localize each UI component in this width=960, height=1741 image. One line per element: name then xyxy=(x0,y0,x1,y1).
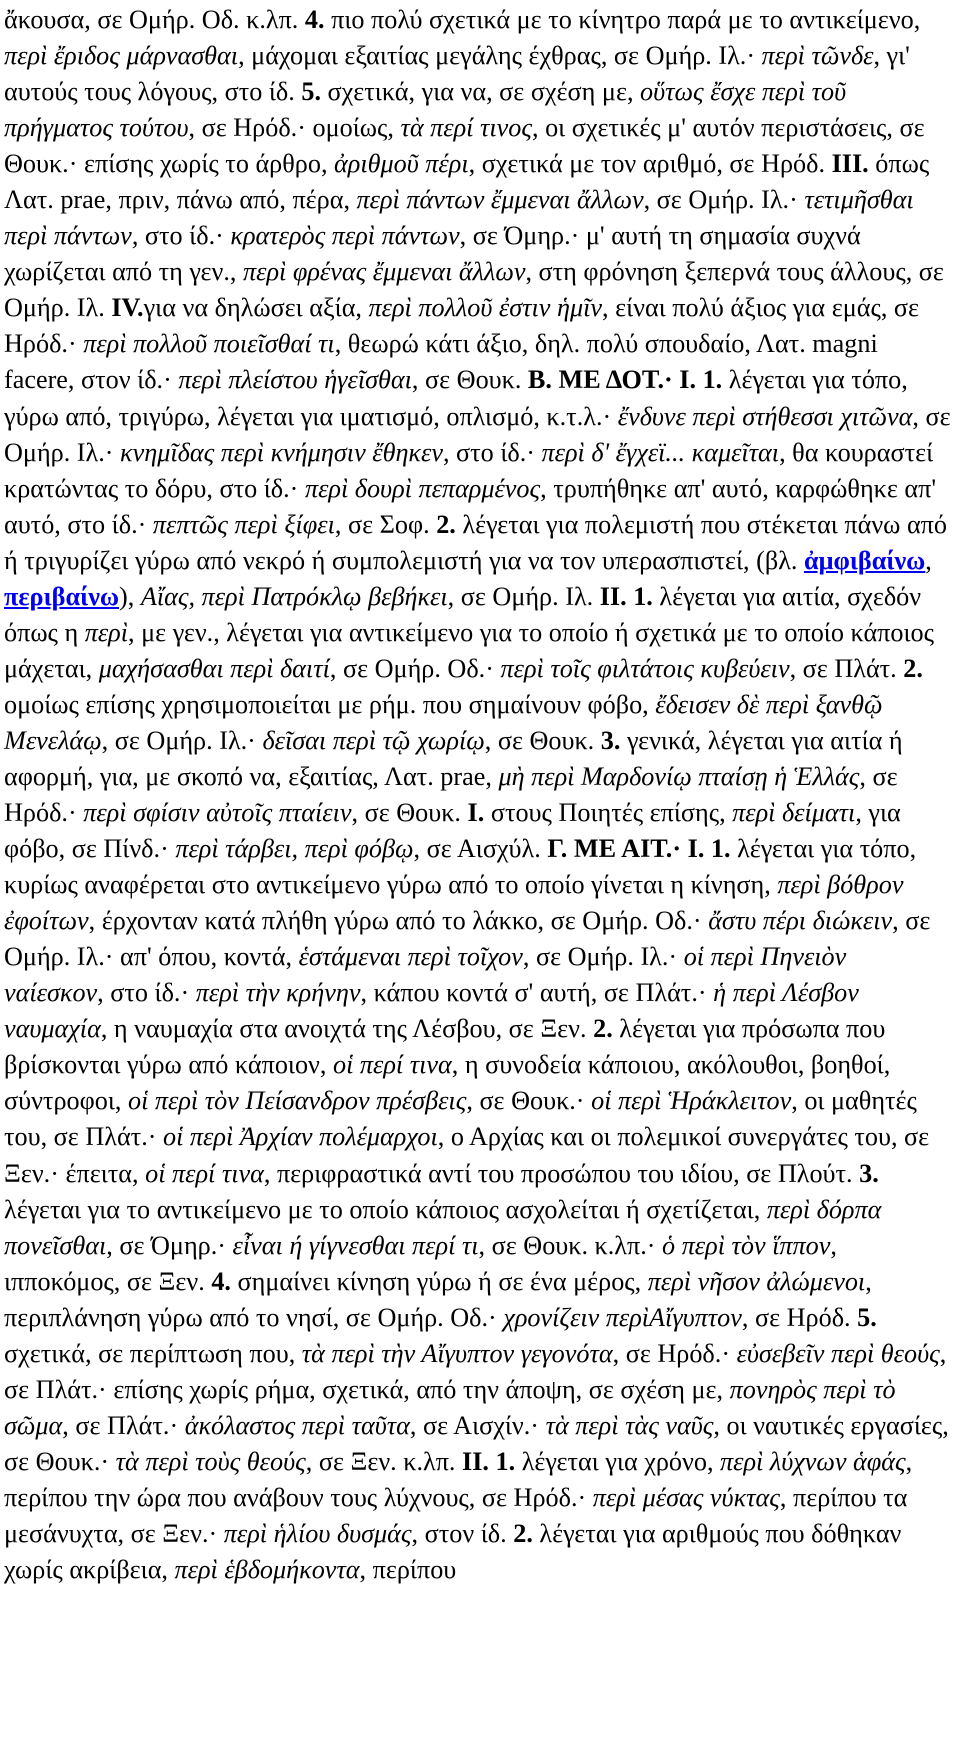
greek-citation: οἱ περί τινα xyxy=(333,1050,452,1080)
definition-text: λέγεται για πολεμιστή που στέκεται πάνω από ή τριγυρίζει γύρω από νεκρό ή συμπολεμιστή για να τον υπερασπιστεί, (βλ. xyxy=(4,509,947,575)
greek-citation: μαχήσασθαι περὶ δαιτί xyxy=(98,653,330,683)
greek-citation: οἱ περὶ Ἡράκλειτον xyxy=(591,1086,792,1116)
greek-citation: ἡ περὶ Λέσβον ναυμαχία xyxy=(4,978,859,1044)
greek-citation: τὰ περὶ τοὺς θεούς xyxy=(115,1446,306,1476)
sense-number: I. xyxy=(467,798,485,828)
definition-text: , θεωρώ κάτι άξιο, δηλ. πολύ σπουδαίο, Λατ. magni facere, στον ίδ.· xyxy=(4,329,878,395)
definition-text: , με γεν., λέγεται για αντικείμενο για το οποίο ή σχετικά με το οποίο κάποιος μάχεται, xyxy=(4,617,934,683)
definition-text: στους Ποιητές επίσης, xyxy=(484,798,733,828)
definition-text: , σε Σοφ. xyxy=(334,509,437,539)
definition-text: , ο Αρχίας και οι πολεμικοί συνεργάτες του, σε Ξεν.· έπειτα, xyxy=(4,1122,930,1188)
definition-text: , στο ίδ.· xyxy=(442,437,542,467)
definition-text: ἄκουσα, σε Ομήρ. Οδ. κ.λπ. xyxy=(4,5,305,34)
greek-citation: τὰ περί τινος xyxy=(400,113,532,143)
definition-text: , θα κουραστεί κρατώντας το δόρυ, στο ίδ.· xyxy=(4,437,934,503)
greek-citation: πεπτῶς περὶ ξίφει xyxy=(152,509,335,539)
greek-citation: δεῖσαι περὶ τῷ χωρίῳ xyxy=(262,725,485,755)
definition-text: , σε Όμηρ.· xyxy=(106,1230,233,1260)
greek-citation: περὶ ἡλίου δυσμάς xyxy=(223,1518,412,1548)
definition-text: , στη φρόνηση ξεπερνά τους άλλους, σε Ομήρ. Ιλ. xyxy=(4,257,944,323)
greek-citation: περὶ δ' ἔγχεϊ... καμεῖται xyxy=(541,437,780,467)
definition-text: , σε Ομήρ. Ιλ.· xyxy=(101,725,263,755)
definition-text: λέγεται για τόπο, κυρίως αναφέρεται στο αντικείμενο γύρω από το οποίο γίνεται η κίνηση, xyxy=(4,834,917,900)
greek-citation: οἱ περὶ Ἀρχίαν πολέμαρχοι xyxy=(163,1122,438,1152)
cross-reference-link[interactable]: ἀμφιβαίνω xyxy=(804,545,926,575)
definition-text: , σε Πλάτ.· xyxy=(62,1410,185,1440)
greek-citation: περὶ σφίσιν αὐτοῖς πταίειν xyxy=(83,798,352,828)
definition-text: , σε Θουκ.· xyxy=(466,1086,592,1116)
definition-text: ομοίως επίσης χρησιμοποιείται με ρήμ. που σημαίνουν φόβο, xyxy=(4,689,656,719)
sense-number: 3. xyxy=(859,1158,879,1188)
definition-text: , σε Ηρόδ. xyxy=(741,1302,858,1332)
definition-text: , οι μαθητές του, σε Πλάτ.· xyxy=(4,1086,917,1152)
sense-number: II. 1. xyxy=(599,581,653,611)
greek-citation: περὶ λύχνων ἁφάς xyxy=(720,1446,906,1476)
greek-citation: περὶ xyxy=(84,617,129,647)
greek-citation: χρονίζειν περὶΑἴγυπτον xyxy=(503,1302,742,1332)
definition-text: , σε Ηρόδ.· xyxy=(612,1338,737,1368)
greek-citation: πονηρὸς περὶ τὸ σῶμα xyxy=(4,1374,896,1440)
sense-number: IV. xyxy=(111,293,144,323)
definition-text: , σε Αισχύλ. xyxy=(413,834,548,864)
definition-text: σχετικά, σε περίπτωση που, xyxy=(4,1338,302,1368)
definition-text: , για φόβο, σε Πίνδ.· xyxy=(4,798,901,864)
definition-text: λέγεται για αριθμούς που δόθηκαν χωρίς ακρίβεια, xyxy=(4,1518,902,1585)
definition-text: , σε Θουκ. xyxy=(351,798,468,828)
definition-text: , σε Θουκ. xyxy=(411,365,528,395)
greek-citation: οὕτως ἔσχε περὶ τοῦ πρήγματος τούτου xyxy=(4,77,847,143)
definition-text: , περίπου την ώρα που ανάβουν τους λύχνους, σε Ηρόδ.· xyxy=(4,1446,913,1512)
definition-text: , γι' αυτούς τους λόγους, στο ίδ. xyxy=(4,41,910,107)
definition-text: λέγεται για τόπο, γύρω από, τριγύρω, λέγεται για ιματισμό, οπλισμό, κ.τ.λ.· xyxy=(4,365,908,431)
definition-text: , μάχομαι εξαιτίας μεγάλης έχθρας, σε Ομήρ. Ιλ.· xyxy=(238,41,762,71)
definition-text: σχετικά, για να, σε σχέση με, xyxy=(320,77,641,107)
greek-citation: περὶ τάρβει, περὶ φόβῳ xyxy=(175,834,414,864)
definition-text: , σε Ομήρ. Ιλ.· απ' όπου, κοντά, xyxy=(4,906,931,972)
sense-number: 4. xyxy=(211,1266,231,1296)
greek-citation: περὶ νῆσον ἀλώμενοι xyxy=(647,1266,866,1296)
definition-text: , η ναυμαχία στα ανοιχτά της Λέσβου, σε Ξεν. xyxy=(100,1014,594,1044)
greek-citation: περὶ μέσας νύκτας xyxy=(592,1482,780,1512)
greek-citation: περὶ ἔριδος μάρνασθαι xyxy=(4,41,239,71)
definition-text: όπως Λατ. prae, πριν, πάνω από, πέρα, xyxy=(4,149,930,215)
definition-text: , σε Αισχίν.· xyxy=(409,1410,546,1440)
definition-text: λέγεται για αιτία, σχεδόν όπως η xyxy=(4,581,922,647)
definition-text: , σε Όμηρ.· μ' αυτή τη σημασία συχνά χωρίζεται από τη γεν., xyxy=(4,221,861,287)
greek-citation: οἱ περὶ Πηνειὸν ναίεσκον xyxy=(4,942,847,1008)
definition-text: , οι σχετικές μ' αυτόν περιστάσεις, σε Θουκ.· επίσης χωρίς το άρθρο, xyxy=(4,113,925,179)
greek-citation: ἀριθμοῦ πέρι xyxy=(334,149,469,179)
greek-citation: περὶ δουρὶ πεπαρμένος xyxy=(304,473,541,503)
definition-text: , στον ίδ. xyxy=(411,1518,514,1548)
greek-citation: τετιμῆσθαι περὶ πάντων xyxy=(4,185,914,251)
definition-text: , η συνοδεία κάποιου, ακόλουθοι, βοηθοί, σύντροφοι, xyxy=(4,1050,891,1116)
definition-text: , σχετικά με τον αριθμό, σε Ηρόδ. xyxy=(468,149,832,179)
sense-number: Γ. ΜΕ ΑΙΤ.· I. 1. xyxy=(547,834,731,864)
greek-citation: περὶ τὴν κρήνην xyxy=(195,978,361,1008)
definition-text: ), xyxy=(119,581,141,611)
sense-number: 2. xyxy=(513,1518,533,1548)
greek-citation: περὶ πολλοῦ ἐστιν ἡμῖν xyxy=(368,293,603,323)
greek-citation: κνημῖδας περὶ κνήμησιν ἔθηκεν xyxy=(120,437,443,467)
greek-citation: περὶ δείματι xyxy=(732,798,856,828)
greek-citation: ἔνδυνε περὶ στήθεσσι χιτῶνα xyxy=(617,401,913,431)
greek-citation: περὶ τῶνδε xyxy=(761,41,874,71)
greek-citation: Αἴας, περὶ Πατρόκλῳ βεβήκει xyxy=(140,581,448,611)
greek-citation: περὶ δόρπα πονεῖσθαι xyxy=(4,1194,882,1260)
sense-number: 2. xyxy=(436,509,456,539)
definition-text: , στο ίδ.· xyxy=(97,978,196,1008)
definition-text: , έρχονταν κατά πλήθη γύρω από το λάκκο, σε Ομήρ. Οδ.· xyxy=(88,906,709,936)
greek-citation: περὶ πολλοῦ ποιεῖσθαί τι xyxy=(83,329,335,359)
definition-text: , σε Θουκ. κ.λπ.· xyxy=(478,1230,663,1260)
definition-text: για να δηλώσει αξία, xyxy=(143,293,369,323)
definition-text: , σε Πλάτ.· επίσης χωρίς ρήμα, σχετικά, από την άποψη, σε σχέση με, xyxy=(4,1338,947,1404)
greek-citation: εἶναι ή γίγνεσθαι περί τι xyxy=(232,1230,479,1260)
definition-text: σημαίνει κίνηση γύρω ή σε ένα μέρος, xyxy=(230,1266,648,1296)
definition-text: , στο ίδ.· xyxy=(131,221,231,251)
sense-number: 2. xyxy=(593,1014,613,1044)
entry-paragraph xyxy=(4,2,952,1588)
definition-text: , περιπλάνηση γύρω από το νησί, σε Ομήρ. Οδ.· xyxy=(4,1266,872,1332)
definition-text: λέγεται για το αντικείμενο με το οποίο κάποιος ασχολείται ή σχετίζεται, xyxy=(4,1194,767,1224)
greek-citation: κρατερὸς περὶ πάντων xyxy=(230,221,460,251)
greek-citation: ἑστάμεναι περὶ τοῖχον xyxy=(298,942,523,972)
greek-citation: ἄστυ πέρι διώκειν xyxy=(708,906,893,936)
greek-citation: ὁ περὶ τὸν ἵππον xyxy=(662,1230,831,1260)
greek-citation: περὶ πάντων ἔμμεναι ἄλλων xyxy=(356,185,644,215)
greek-citation: περὶ φρένας ἔμμεναι ἄλλων xyxy=(243,257,526,287)
greek-citation: ἔδεισεν δὲ περὶ ξανθῷ Μενελάῳ xyxy=(4,689,883,755)
definition-text: , σε Ομήρ. Οδ.· xyxy=(329,653,501,683)
definition-text: , σε Ομήρ. Ιλ. xyxy=(447,581,600,611)
definition-text: γενικά, λέγεται για αιτία ή αφορμή, για, με σκοπό να, εξαιτίας, Λατ. prae, xyxy=(4,725,903,791)
greek-citation: περὶ πλείστου ἡγεῖσθαι xyxy=(178,365,412,395)
definition-text: , xyxy=(925,545,932,575)
definition-text: , κάπου κοντά σ' αυτή, σε Πλάτ.· xyxy=(360,978,714,1008)
greek-citation: τὰ περὶ τὰς ναῦς xyxy=(545,1410,714,1440)
definition-text: , περίπου τα μεσάνυχτα, σε Ξεν.· xyxy=(4,1482,908,1548)
greek-citation: τὰ περὶ τὴν Αἴγυπτον γεγονότα xyxy=(301,1338,613,1368)
definition-text: , τρυπήθηκε απ' αυτό, καρφώθηκε απ' αυτό, στο ίδ.· xyxy=(4,473,937,539)
definition-text: , είναι πολύ άξιος για εμάς, σε Ηρόδ.· xyxy=(4,293,920,359)
definition-text: λέγεται για χρόνο, xyxy=(515,1446,721,1476)
greek-citation: οἱ περὶ τὸν Πείσανδρον πρέσβεις xyxy=(127,1086,467,1116)
sense-number: 5. xyxy=(301,77,321,107)
definition-text: λέγεται για πρόσωπα που βρίσκονται γύρω από κάποιον, xyxy=(4,1014,886,1080)
definition-text: , σε Ομήρ. Ιλ.· xyxy=(522,942,684,972)
definition-text: , σε Ομήρ. Ιλ.· xyxy=(4,401,951,467)
sense-number: 2. xyxy=(903,653,923,683)
definition-text: , περιφραστικά αντί του προσώπου του ιδίου, σε Πλούτ. xyxy=(263,1158,860,1188)
sense-number: 4. xyxy=(304,5,325,34)
definition-text: , σε Ηρόδ.· ομοίως, xyxy=(188,113,401,143)
greek-citation: ἀκόλαστος περὶ ταῦτα xyxy=(184,1410,410,1440)
definition-text: , σε Πλάτ. xyxy=(789,653,904,683)
definition-text: πιο πολύ σχετικά με το κίνητρο παρά με το αντικείμενο, xyxy=(324,5,921,34)
definition-text: , σε Ηρόδ.· xyxy=(4,761,898,828)
greek-citation: μὴ περὶ Μαρδονίῳ πταίσῃ ἡ Ἑλλάς xyxy=(498,761,860,791)
sense-number: 3. xyxy=(600,725,621,755)
greek-citation: οἱ περί τινα xyxy=(145,1158,264,1188)
definition-text: , σε Ξεν. κ.λπ. xyxy=(305,1446,463,1476)
sense-number: 5. xyxy=(857,1302,877,1332)
greek-citation: περὶ τοῖς φιλτάτοις κυβεύειν xyxy=(500,653,790,683)
cross-reference-link[interactable]: περιβαίνω xyxy=(4,581,120,611)
definition-text: , περίπου xyxy=(359,1555,457,1585)
definition-text: , ιπποκόμος, σε Ξεν. xyxy=(4,1230,837,1296)
sense-number: B. ΜΕ ΔΟΤ.· I. 1. xyxy=(527,365,723,395)
sense-number: II. 1. xyxy=(462,1446,516,1476)
greek-citation: περὶ ἑβδομήκοντα xyxy=(174,1555,360,1585)
definition-text: , οι ναυτικές εργασίες, σε Θουκ.· xyxy=(4,1410,949,1476)
greek-citation: εὐσεβεῖν περὶ θεούς xyxy=(736,1338,940,1368)
greek-citation: περὶ βόθρον ἐφοίτων xyxy=(4,870,904,936)
definition-text: , σε Ομήρ. Ιλ.· xyxy=(643,185,805,215)
sense-number: III. xyxy=(831,149,869,179)
definition-text: , σε Θουκ. xyxy=(484,725,601,755)
